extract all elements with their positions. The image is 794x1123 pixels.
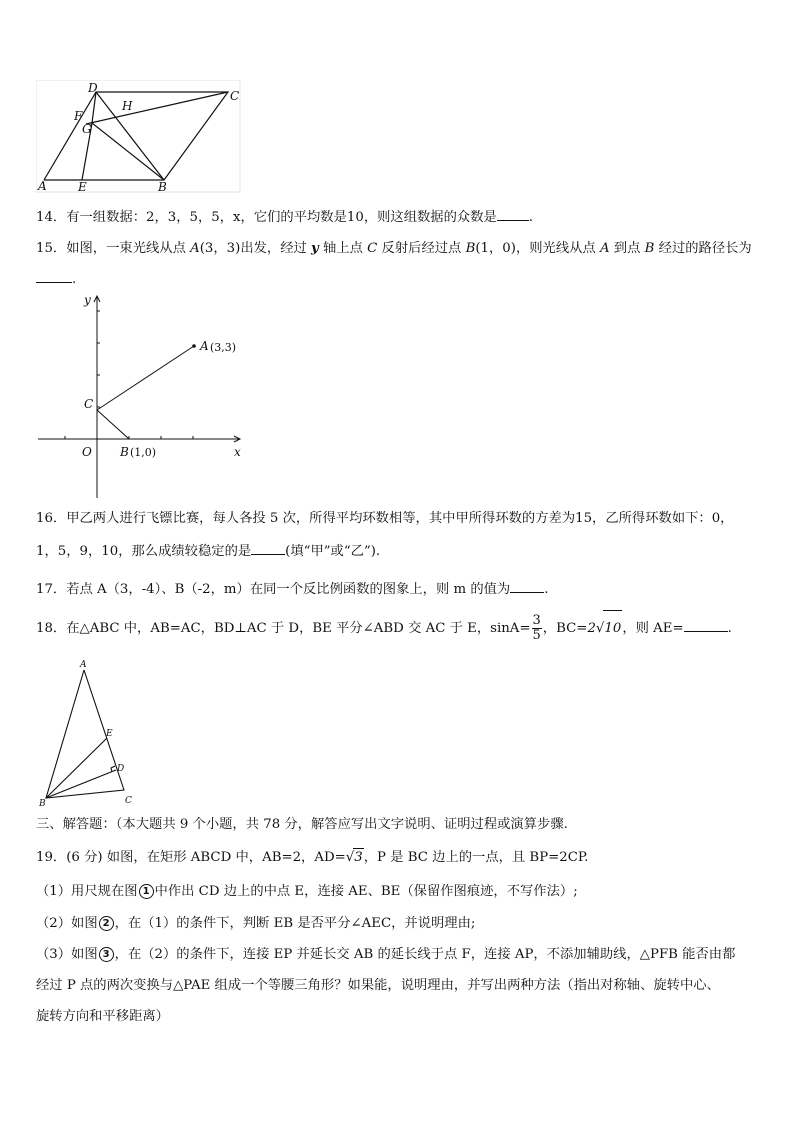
question-19-part3-line3: [36, 1008, 169, 1026]
ray-c-to-b: [97, 410, 129, 439]
q15-point-a: A: [190, 241, 200, 256]
q17-text: 17．若点 A（3，-4）、B（-2，m）在同一个反比例函数的图象上，则 m 的值为: [36, 582, 511, 597]
segment-gc: [86, 92, 228, 124]
q15-text-b: 出发，经过: [240, 241, 312, 256]
q15-coord-b: (1，0): [475, 241, 516, 256]
label-B: B: [120, 445, 129, 459]
label-B: B: [39, 799, 46, 808]
q19-p3-line2: 经过 P 点的两次变换与△PAE 组成一个等腰三角形？如果能，说明理由，并写出两种方法（指出对称轴、旋转中心、: [36, 978, 720, 993]
ray-a-to-c: [97, 346, 194, 410]
q18-sqrt-sign: √: [595, 621, 605, 636]
q14-text: 14．有一组数据：2，3，5，5，x，它们的平均数是10，则这组数据的众数是: [36, 210, 497, 225]
q15-text-g: 经过的路径长为: [654, 241, 752, 256]
question-16-line2: [36, 540, 380, 561]
q19-radicand: 3: [354, 850, 363, 865]
q16-line2-hint: (填“甲”或“乙”).: [285, 544, 381, 559]
triangle-figure: [36, 658, 146, 808]
question-19-part3-line2: [36, 977, 720, 995]
label-B-coord: (1,0): [130, 446, 157, 459]
label-C: C: [84, 397, 94, 411]
label-D: D: [88, 81, 98, 95]
parallelogram-figure: [36, 80, 246, 196]
coordinate-figure: [36, 290, 256, 502]
q19-p1-a: （1）用尺规在图: [36, 884, 138, 899]
label-E: E: [78, 180, 87, 194]
label-F: F: [74, 109, 83, 123]
label-D: D: [117, 764, 125, 774]
q15-answer-blank[interactable]: [36, 268, 72, 283]
q15-text-c: 轴上点: [318, 241, 368, 256]
q15-coord-a: (3，3): [199, 241, 241, 256]
segment-gb: [92, 123, 164, 180]
q15-text-a: 15．如图，一束光线从点: [36, 241, 191, 256]
q16-line1: 16．甲乙两人进行飞镖比赛，每人各投 5 次，所得平均环数相等，其中甲所得环数的方差为15，乙所得环数如下：0，: [36, 511, 734, 526]
q18-text-b: ，BC=: [542, 621, 588, 636]
label-B: B: [158, 180, 167, 194]
q17-period: .: [544, 582, 549, 597]
label-A-coord: (3,3): [210, 341, 237, 354]
section-3-text: 三、解答题：（本大题共 9 个小题，共 78 分，解答应写出文字说明、证明过程或演算步骤.: [36, 817, 568, 832]
label-E: E: [106, 729, 113, 739]
q19-p3-b: ，在（2）的条件下，连接 EP 并延长交 AB 的延长线于点 F，连接 AP，不添加辅助线，△PFB 能否由都: [114, 947, 736, 962]
q15-text-d: 反射后经过点: [377, 241, 466, 256]
parallelogram-outline: [44, 92, 228, 180]
q16-line2-text: 1，5，9，10，那么成绩较稳定的是: [36, 544, 252, 559]
q15-point-c: C: [367, 241, 378, 256]
question-19-part1: [36, 883, 578, 901]
question-16: [36, 510, 733, 528]
question-19: [36, 848, 588, 867]
q19-p2-a: （2）如图: [36, 916, 98, 931]
label-C: C: [125, 796, 132, 806]
question-19-part3: [36, 946, 735, 964]
label-C: C: [230, 89, 240, 103]
q18-answer-blank[interactable]: [684, 617, 728, 632]
question-15: [36, 240, 752, 258]
q18-text-a: 18．在△ABC 中，AB=AC，BD⊥AC 于 D，BE 平分∠ABD 交 AC 于 E，sinA=: [36, 621, 531, 636]
q15-text-e: ，则光线从点: [515, 241, 600, 256]
q15-point-b: B: [465, 241, 476, 256]
q19-head-a: 19．(6 分) 如图，在矩形 ABCD 中，AB=2，AD=: [36, 850, 346, 865]
label-x: x: [234, 445, 241, 459]
q18-bc-radicand: 10: [603, 610, 622, 647]
q15-point-b2: B: [644, 241, 655, 256]
q15-axis-y: y: [311, 241, 319, 256]
section-3-heading: [36, 816, 568, 834]
q19-sqrt-sign: √: [345, 850, 355, 865]
question-15-line2: [36, 268, 76, 289]
question-14: [36, 206, 533, 227]
label-A: A: [200, 339, 209, 353]
q19-p3-a: （3）如图: [36, 947, 98, 962]
q15-text-f: 到点: [609, 241, 645, 256]
q15-period: .: [72, 272, 77, 287]
label-A: A: [80, 660, 87, 670]
label-y: y: [84, 293, 91, 307]
figure-2-marker: 2: [99, 916, 114, 931]
q15-point-a2: A: [599, 241, 610, 256]
q16-answer-blank[interactable]: [251, 540, 285, 555]
q18-bc-coef: 2: [587, 621, 596, 636]
q18-sin-fraction: [532, 614, 542, 643]
q18-period: .: [727, 621, 732, 636]
q14-period: .: [528, 210, 534, 225]
figure-3-marker: 3: [99, 947, 114, 962]
label-G: G: [82, 122, 92, 136]
q19-p1-b: 中作出 CD 边上的中点 E，连接 AE、BE（保留作图痕迹，不写作法）;: [154, 884, 578, 899]
label-H: H: [122, 99, 133, 113]
label-O: O: [82, 445, 92, 459]
q18-text-c: ，则 AE=: [622, 621, 684, 636]
q19-p3-line3: 旋转方向和平移距离）: [36, 1009, 169, 1024]
question-19-part2: [36, 915, 475, 933]
q18-sin-denominator: 5: [532, 628, 541, 643]
label-A: A: [38, 179, 47, 193]
segment-bd: [46, 770, 116, 798]
question-18: [36, 610, 732, 647]
q19-p2-b: ，在（1）的条件下，判断 EB 是否平分∠AEC，并说明理由;: [114, 916, 476, 931]
q19-head-b: ，P 是 BC 边上的一点，且 BP=2CP.: [363, 850, 589, 865]
q14-answer-blank[interactable]: [497, 206, 529, 221]
figure-1-marker: 1: [139, 884, 154, 899]
q17-answer-blank[interactable]: [510, 578, 544, 593]
q18-sin-numerator: 3: [532, 613, 541, 628]
question-17: [36, 578, 548, 599]
